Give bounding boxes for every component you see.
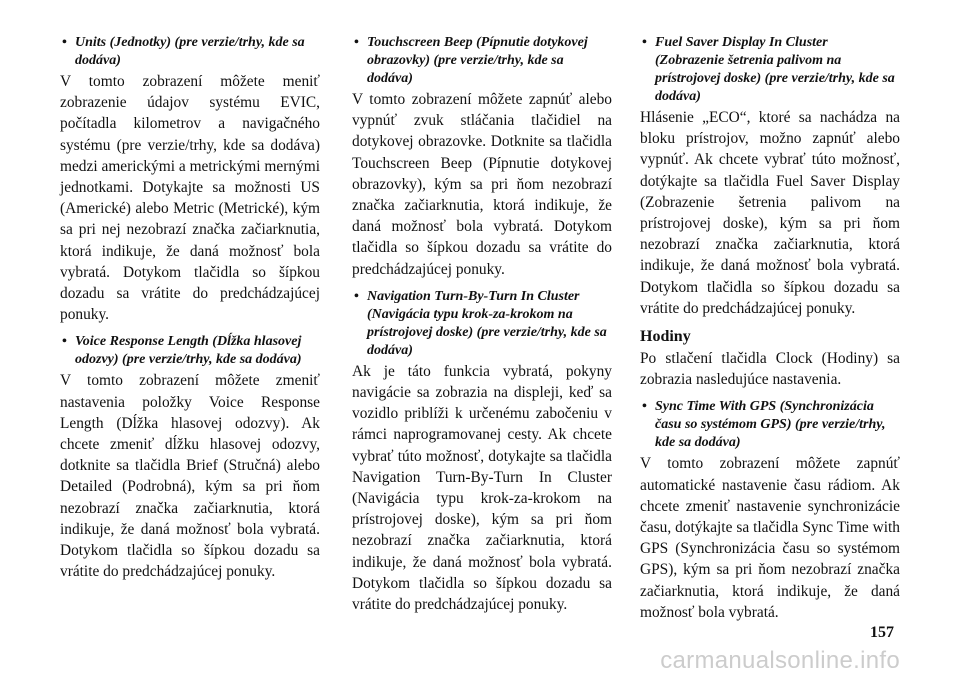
bullet-icon: • [354, 35, 359, 50]
heading-text: Voice Response Length (Dĺžka hlasovej odozvy) (pre verzie/trhy, kde sa dodáva) [75, 334, 302, 368]
bullet-icon: • [642, 35, 647, 50]
section-clock [640, 327, 900, 390]
paragraph: V tomto zobrazení môžete meniť zobrazenie údajov systému EVIC, počítadla kilometrov a navigačného systému (pre verzie/trhy, kde sa dodáva) medzi americkými a metrickými mernými jednotkami. Dotykajte sa možnosti US (Americké) alebo Metric (Metrické), kým sa pri nej nezobrazí značka začiarknutia, ktorá indikuje, že daná možnosť bola vybratá. Dotykom tlačidla so šípkou dozadu sa vrátite do predchádzajúcej ponuky. [60, 73, 320, 324]
section-navigation-turn [352, 288, 612, 615]
section-heading [640, 398, 900, 452]
section-heading [640, 34, 900, 106]
heading-text: Units (Jednotky) (pre verzie/trhy, kde sa dodáva) [75, 35, 305, 68]
section-fuel-saver [640, 34, 900, 319]
column-middle [352, 34, 612, 623]
paragraph: V tomto zobrazení môžete zapnúť automatické nastavenie času rádiom. Ak chcete zmeniť nastavenie synchronizácie času, dotýkajte sa tlačidla Sync Time with GPS (Synchronizácia času so systémom GPS), kým sa pri ňom nezobrazí značka začiarknutia, ktorá indikuje, že daná možnosť bola vybratá. [640, 455, 900, 621]
column-left [60, 34, 320, 590]
paragraph: V tomto zobrazení môžete zmeniť nastavenia položky Voice Response Length (Dĺžka hlasovej odozvy). Ak chcete zmeniť dĺžku hlasovej odozvy, dotknite sa tlačidla Brief (Stručná) alebo Detailed (Podrobná), kým sa pri ňom nezobrazí značka začiarknutia, ktorá indikuje, že daná možnosť bola vybratá. Dotykom tlačidla so šípkou dozadu sa vrátite do predchádzajúcej ponuky. [60, 372, 320, 581]
bullet-icon: • [62, 334, 67, 350]
bullet-icon: • [62, 35, 67, 50]
heading-text: Sync Time With GPS (Synchronizácia času so systémom GPS) (pre verzie/trhy, kde sa dodáva) [655, 399, 886, 451]
section-heading [60, 333, 320, 369]
section-units [60, 34, 320, 325]
paragraph: Hlásenie „ECO“, ktoré sa nachádza na bloku prístrojov, možno zapnúť alebo vypnúť. Ak chcete vybrať túto možnosť, dotýkajte sa tlačidla Fuel Saver Display (Zobrazenie šetrenia palivom na prístrojovej doske), kým sa pri ňom nezobrazí značka začiarknutia, ktorá indikuje, že daná možnosť bola vybratá. Dotykom tlačidla so šípkou dozadu sa vrátite do predchádzajúcej ponuky. [640, 109, 900, 317]
section-touchscreen-beep [352, 34, 612, 280]
heading-text: Navigation Turn-By-Turn In Cluster (Navigácia typu krok-za-krokom na prístrojovej doske) (pre verzie/trhy, kde sa dodáva) [367, 288, 607, 358]
section-heading [60, 34, 320, 70]
section-heading [352, 288, 612, 360]
heading-text: Touchscreen Beep (Pípnutie dotykovej obrazovky) (pre verzie/trhy, kde sa dodáva) [367, 35, 588, 86]
column-right [640, 34, 900, 631]
section-voice-response [60, 333, 320, 582]
paragraph: Po stlačení tlačidla Clock (Hodiny) sa zobrazia nasledujúce nastavenia. [640, 350, 900, 389]
page-number: 157 [870, 624, 894, 641]
section-title: Hodiny [640, 328, 691, 346]
paragraph: Ak je táto funkcia vybratá, pokyny navigácie sa zobrazia na displeji, keď sa vozidlo priblíži k určenému zabočeniu v rámci naprogramovanej cesty. Ak chcete vybrať túto možnosť, dotykajte sa tlačidla Navigation Turn-By-Turn In Cluster (Navigácia typu krok-za-krokom na prístrojovej doske), kým sa pri ňom nezobrazí značka začiarknutia, ktorá indikuje, že daná možnosť bola vybratá. Dotykom tlačidla so šípkou dozadu sa vrátite do predchádzajúcej ponuky. [352, 362, 612, 614]
heading-text: Fuel Saver Display In Cluster (Zobrazenie šetrenia palivom na prístrojovej doske) (pre verzie/trhy, kde sa dodáva) [655, 35, 895, 104]
paragraph: V tomto zobrazení môžete zapnúť alebo vypnúť zvuk stláčania tlačidiel na dotykovej obrazovke. Dotknite sa tlačidla Touchscreen Beep (Pípnutie dotykovej obrazovky), kým sa pri ňom nezobrazí značka začiarknutia, ktorá indikuje, že daná možnosť bola vybratá. Dotykom tlačidla so šípkou dozadu sa vrátite do predchádzajúcej ponuky. [352, 91, 612, 278]
section-heading [352, 34, 612, 88]
bullet-icon: • [354, 288, 359, 304]
bullet-icon: • [642, 399, 647, 415]
section-sync-time [640, 398, 900, 623]
watermark: carmanualsonline.info [660, 647, 900, 674]
